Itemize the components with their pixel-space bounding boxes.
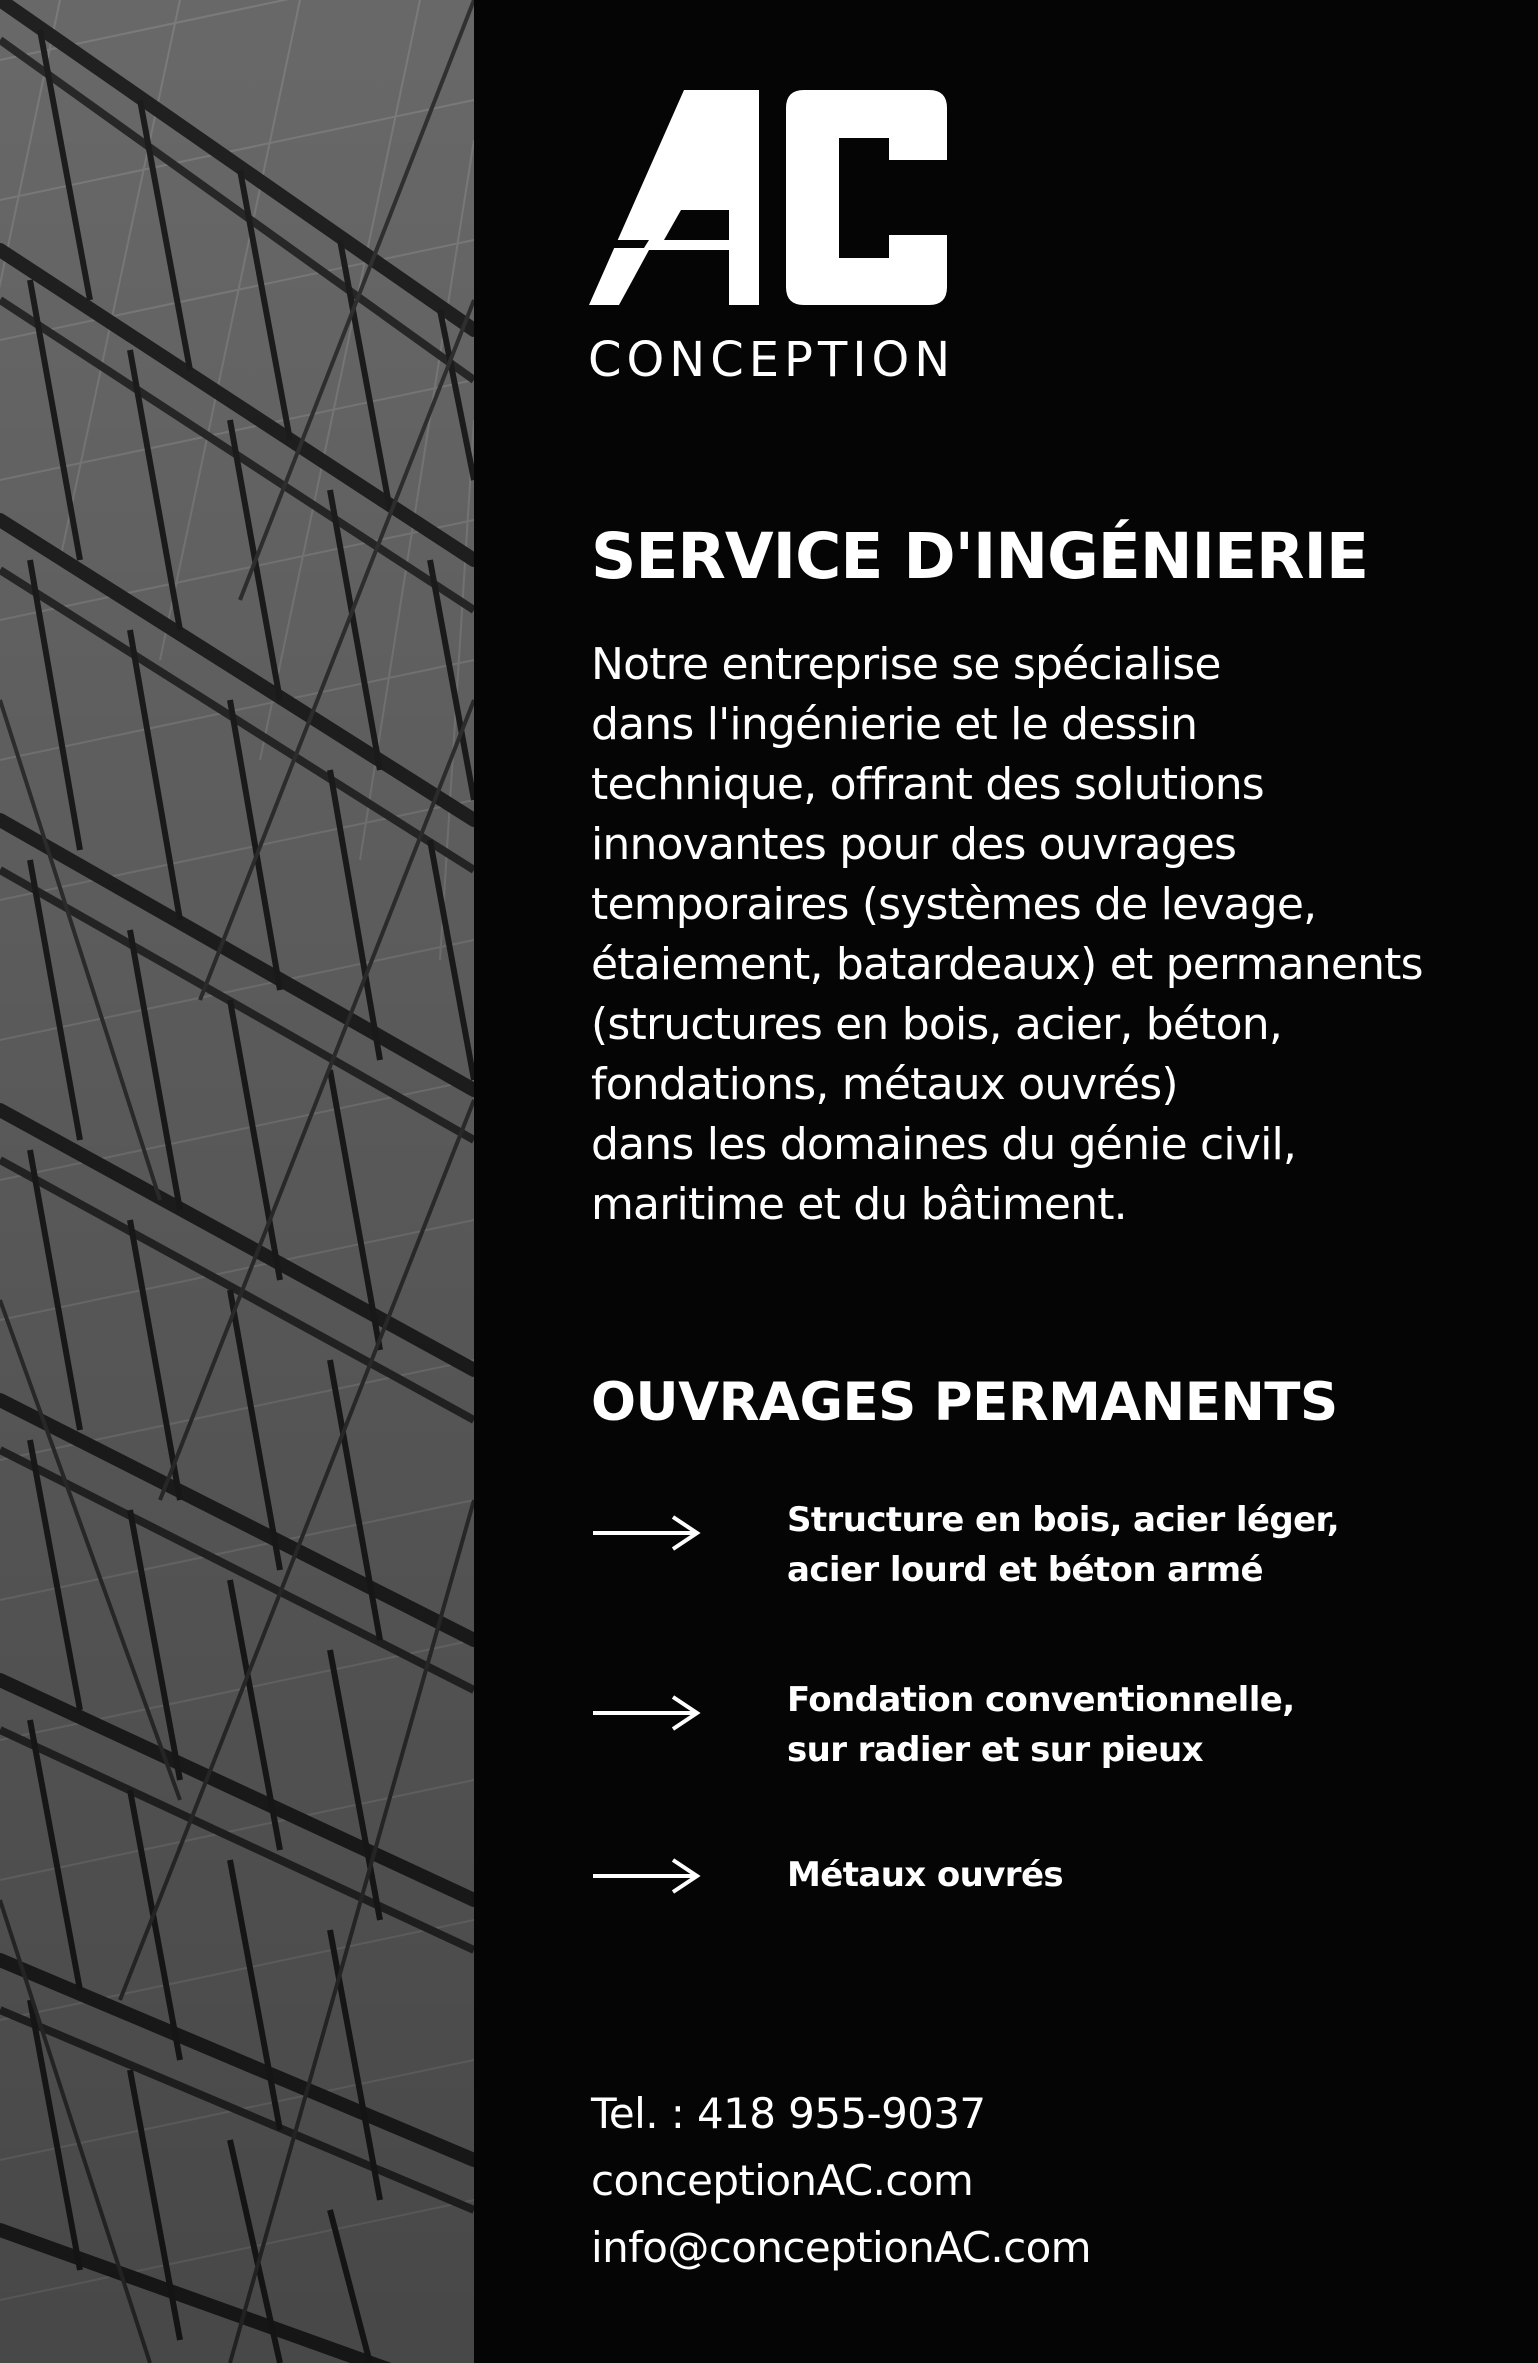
list-item [591,1850,1511,1960]
ac-logo-icon [589,90,949,320]
brand-wordmark: CONCEPTION [588,332,956,388]
permanent-works-heading: OUVRAGES PERMANENTS [591,1372,1338,1433]
email-link[interactable]: info@conceptionAC.com [591,2223,1091,2272]
list-item-label: Structure en bois, acier léger, acier lourd et béton armé [787,1500,1340,1590]
arrow-right-icon [591,1693,701,1733]
list-item-label: Métaux ouvrés [787,1855,1064,1895]
list-item-label: Fondation conventionnelle, sur radier et sur pieux [787,1680,1295,1770]
list-item [591,1675,1511,1785]
content-panel [474,0,1538,2363]
arrow-right-icon [591,1513,701,1553]
website-link[interactable]: conceptionAC.com [591,2156,974,2205]
steel-structure-photo [0,0,474,2363]
contact-block [591,2080,1091,2281]
arrow-right-icon [591,1856,701,1896]
service-description: Notre entreprise se spécialise dans l'ingénierie et le dessin technique, offrant des solutions innovantes pour des ouvrages temporaires (systèmes de levage, étaiement, batardeaux) et permanents (structures en bois, acier, béton, fondations, métaux ouvrés) dans les domaines du génie civil, maritime et du bâtiment. [591,639,1423,1230]
service-heading: SERVICE D'INGÉNIERIE [591,520,1369,593]
phone-number: Tel. : 418 955-9037 [591,2089,986,2138]
list-item [591,1495,1511,1605]
